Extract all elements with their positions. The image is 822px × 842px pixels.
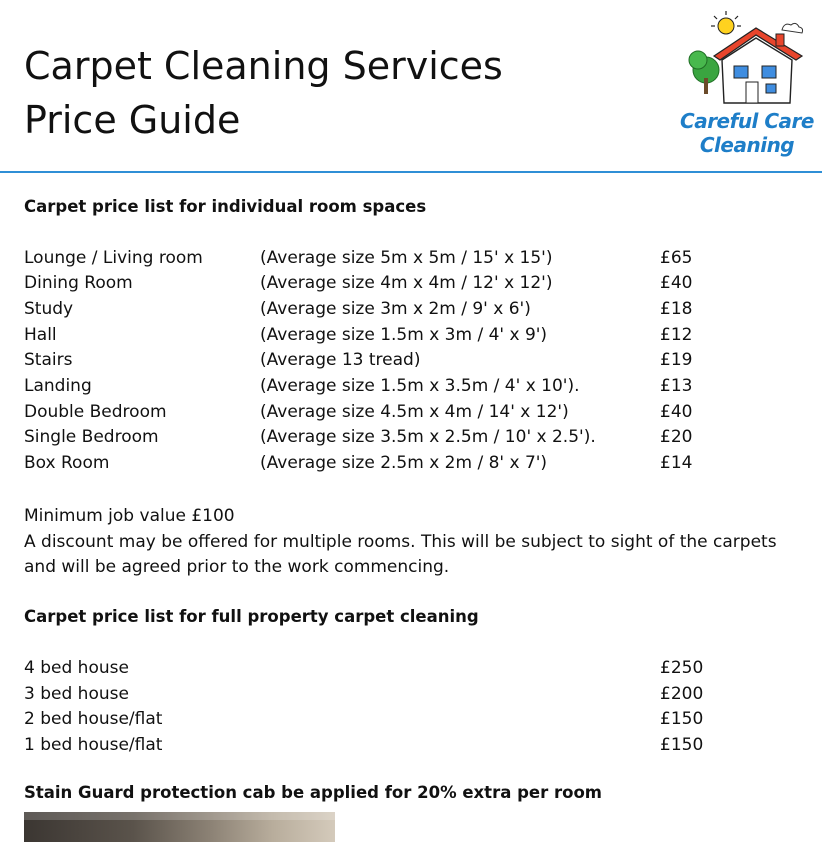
room-name: Box Room <box>24 453 110 473</box>
room-size: (Average size 4m x 4m / 12' x 12') <box>260 273 553 293</box>
room-price: £20 <box>660 427 693 447</box>
minimum-job-value: Minimum job value £100 <box>24 506 235 526</box>
room-size: (Average size 1.5m x 3m / 4' x 9') <box>260 325 548 345</box>
room-size: (Average size 1.5m x 3.5m / 4' x 10'). <box>260 376 580 396</box>
room-row <box>0 453 822 478</box>
discount-note: A discount may be offered for multiple rooms. This will be subject to sight of the carpets and will be agreed prior to the work commencing. <box>24 532 777 577</box>
room-price: £40 <box>660 402 693 422</box>
room-price: £18 <box>660 299 693 319</box>
room-row <box>0 248 822 273</box>
room-name: Single Bedroom <box>24 427 159 447</box>
header-divider <box>0 171 822 173</box>
room-name: Landing <box>24 376 92 396</box>
property-price: £150 <box>660 735 704 755</box>
property-row <box>0 735 822 760</box>
property-price: £200 <box>660 684 704 704</box>
property-heading: Carpet price list for full property carpet cleaning <box>24 607 479 626</box>
property-price: £150 <box>660 709 704 729</box>
room-price: £12 <box>660 325 693 345</box>
room-price: £65 <box>660 248 693 268</box>
property-row <box>0 709 822 734</box>
property-price: £250 <box>660 658 704 678</box>
property-row <box>0 658 822 683</box>
room-price: £40 <box>660 273 693 293</box>
room-row <box>0 273 822 298</box>
property-name: 2 bed house/flat <box>24 709 163 729</box>
room-name: Dining Room <box>24 273 133 293</box>
rooms-heading: Carpet price list for individual room spaces <box>24 197 427 216</box>
logo-text-line-1: Careful Care <box>680 109 814 133</box>
room-row <box>0 350 822 375</box>
room-row <box>0 402 822 427</box>
property-row <box>0 684 822 709</box>
room-name: Lounge / Living room <box>24 248 203 268</box>
carpet-photo <box>24 812 335 842</box>
room-row <box>0 325 822 350</box>
room-name: Stairs <box>24 350 73 370</box>
room-price: £19 <box>660 350 693 370</box>
logo-text-line-2: Cleaning <box>699 133 795 157</box>
property-name: 1 bed house/flat <box>24 735 163 755</box>
room-name: Study <box>24 299 74 319</box>
room-size: (Average size 3.5m x 2.5m / 10' x 2.5'). <box>260 427 596 447</box>
page-title-line-2: Price Guide <box>24 98 241 142</box>
room-size: (Average 13 tread) <box>260 350 421 370</box>
room-name: Hall <box>24 325 57 345</box>
room-row <box>0 299 822 324</box>
room-size: (Average size 2.5m x 2m / 8' x 7') <box>260 453 548 473</box>
room-row <box>0 376 822 401</box>
room-price: £14 <box>660 453 693 473</box>
room-size: (Average size 4.5m x 4m / 14' x 12') <box>260 402 569 422</box>
property-name: 3 bed house <box>24 684 129 704</box>
page-title-line-1: Carpet Cleaning Services <box>24 44 503 88</box>
room-price: £13 <box>660 376 693 396</box>
property-name: 4 bed house <box>24 658 129 678</box>
stain-guard-heading: Stain Guard protection cab be applied for 20% extra per room <box>24 783 602 802</box>
room-size: (Average size 3m x 2m / 9' x 6') <box>260 299 531 319</box>
room-size: (Average size 5m x 5m / 15' x 15') <box>260 248 553 268</box>
room-row <box>0 427 822 452</box>
room-name: Double Bedroom <box>24 402 167 422</box>
